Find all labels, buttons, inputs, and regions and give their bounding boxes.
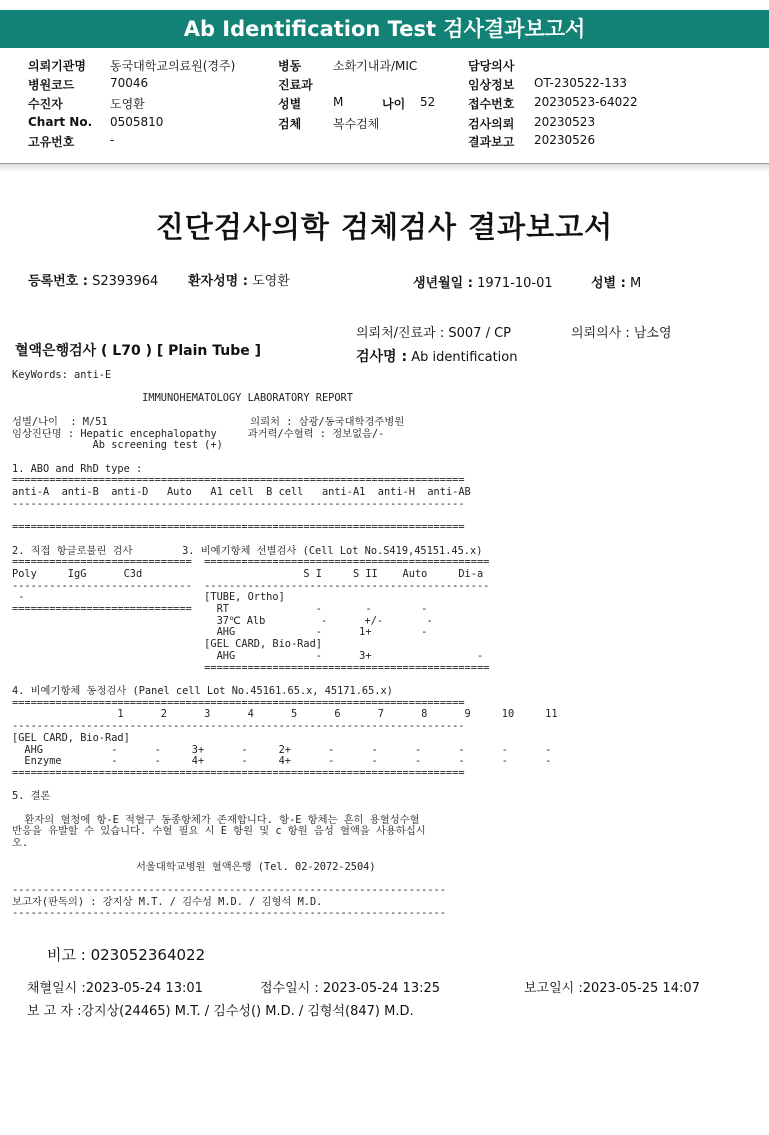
info-label: 검체 <box>278 117 302 131</box>
dept-info: 의뢰처/진료과 : S007 / CP <box>356 326 511 341</box>
result-text-line: ============================= RT - - - <box>12 603 428 616</box>
result-text-line: - [TUBE, Ortho] <box>12 591 285 604</box>
result-text-block <box>12 370 558 920</box>
exam-name-label: 검사명 : <box>356 349 408 365</box>
result-text-line: ========================================================================= <box>12 766 465 779</box>
info-label: 진료과 <box>278 78 313 92</box>
doctor-info: 의뢰의사 : 남소영 <box>571 326 672 341</box>
result-text-line <box>12 452 558 464</box>
result-text-line: Enzyme - - 4+ - 4+ - - - - - - <box>12 755 552 768</box>
info-value: 70046 <box>110 76 149 90</box>
patient-name-label: 환자성명 : <box>188 274 248 289</box>
result-text-line: ============================================== <box>12 661 490 674</box>
reported-datetime: 보고일시 :2023-05-25 14:07 <box>524 981 700 996</box>
info-value: 동국대학교의료원(경주) <box>110 59 236 73</box>
info-label: 병원코드 <box>28 78 75 92</box>
info-value: M <box>333 95 344 109</box>
result-text-line: ========================================================================= <box>12 474 465 487</box>
exam-name-value: Ab identification <box>411 350 518 365</box>
info-value: - <box>110 133 115 147</box>
result-text-line: AHG - - 3+ - 2+ - - - - - - <box>12 743 552 756</box>
result-text-line: [GEL CARD, Bio-Rad] <box>12 731 130 744</box>
result-text-line: Ab screening test (+) <box>12 439 223 452</box>
divider-shadow <box>0 164 769 172</box>
result-text-line: [GEL CARD, Bio-Rad] <box>12 638 322 651</box>
result-text-line: AHG - 3+ - <box>12 649 484 662</box>
result-text-line: 1. ABO and RhD type : <box>12 462 143 475</box>
reporter-label: 보 고 자 : <box>27 1004 82 1019</box>
exam-group: 혈액은행검사 ( L70 ) [ Plain Tube ] <box>15 343 262 359</box>
report-header-bar <box>0 10 769 48</box>
result-text-line <box>12 850 558 862</box>
report-header-title: Ab Identification Test 검사결과보고서 <box>183 17 586 41</box>
info-label: 접수번호 <box>468 97 515 111</box>
info-value: 소화기내과/MIC <box>333 59 418 73</box>
info-label: 의뢰기관명 <box>28 59 86 73</box>
result-text-line: anti-A anti-B anti-D Auto A1 cell B cell anti-A1 anti-H anti-AB <box>12 486 471 499</box>
result-text-line: 2. 직접 항글로불린 검사 3. 비예기항체 선별검사 (Cell Lot No.S419,45151.45.x) <box>12 544 483 557</box>
info-value: 52 <box>420 95 436 109</box>
result-text-line: 임상진단명 : Hepatic encephalopathy 과거력/수혈력 : 정보없음/- <box>12 427 385 440</box>
info-label: 나이 <box>382 97 406 111</box>
result-text-line: KeyWords: anti-E <box>12 369 112 381</box>
info-label: 검사의뢰 <box>468 117 515 131</box>
info-label: 수진자 <box>28 97 63 111</box>
result-text-line: ----------------------------- ---------------------------------------------- <box>12 579 490 592</box>
result-text-line: 4. 비예기항체 동정검사 (Panel cell Lot No.45161.65.x, 45171.65.x) <box>12 684 393 697</box>
result-text-line: 반응을 유발할 수 있습니다. 수혈 필요 시 E 항원 및 c 항원 음성 혈액을 사용하십시 <box>12 825 426 838</box>
result-text-line: 환자의 혈청에 항-E 적혈구 동종항체가 존재합니다. 항-E 항체는 흔히 용혈성수혈 <box>12 813 420 826</box>
result-text-line: ============================= ============================================== <box>12 556 490 569</box>
result-text-line: 오. <box>12 837 29 850</box>
info-value: 0505810 <box>110 115 164 129</box>
collected-datetime: 채혈일시 :2023-05-24 13:01 <box>27 981 203 996</box>
result-text-line: AHG - 1+ - <box>12 626 428 639</box>
result-text-line: ------------------------------------------------------------------------- <box>12 497 465 510</box>
info-label: 결과보고 <box>468 135 515 149</box>
info-value: 20230523 <box>534 115 596 129</box>
result-text-line: 37℃ Alb - +/- - <box>12 614 433 627</box>
dob-value: 1971-10-01 <box>477 276 553 291</box>
result-text-line: ========================================================================= <box>12 521 465 534</box>
result-text-line: 서울대학교병원 혈액은행 (Tel. 02-2072-2504) <box>12 860 376 873</box>
result-text-line: ---------------------------------------------------------------------- <box>12 907 446 920</box>
info-value: OT-230522-133 <box>534 76 628 90</box>
info-value: 도영환 <box>110 97 145 111</box>
document-title: 진단검사의학 검체검사 결과보고서 <box>155 210 614 244</box>
remark-label: 비고 : <box>47 946 86 964</box>
received-datetime: 접수일시 : 2023-05-24 13:25 <box>260 981 441 996</box>
info-value: 20230523-64022 <box>534 95 638 109</box>
result-text-line: Poly IgG C3d S I S II Auto Di-a <box>12 567 484 580</box>
info-label: 성별 <box>278 97 302 111</box>
result-text-line: ========================================================================= <box>12 696 465 709</box>
dob-label: 생년월일 : <box>413 276 473 291</box>
reporter-value: 강지상(24465) M.T. / 김수성() M.D. / 김형석(847) M.D. <box>81 1004 414 1019</box>
info-label: 병동 <box>278 59 302 73</box>
result-text-line <box>12 534 558 546</box>
info-value: 복수검체 <box>333 117 380 131</box>
reg-number-label: 등록번호 : <box>28 274 88 289</box>
remark-value: 023052364022 <box>90 946 206 964</box>
result-text-line: 1 2 3 4 5 6 7 8 9 10 11 <box>12 708 558 721</box>
info-label: 담당의사 <box>468 59 515 73</box>
result-text-line: 성별/나이 : M/51 의뢰처 : 삼광/동국대학경주병원 <box>12 415 405 428</box>
info-label: Chart No. <box>28 115 93 129</box>
result-text-line <box>12 780 558 792</box>
info-value: 20230526 <box>534 133 596 147</box>
result-text-line: IMMUNOHEMATOLOGY LABORATORY REPORT <box>12 392 353 405</box>
sex-label: 성별 : <box>591 276 626 291</box>
result-text-line: ---------------------------------------------------------------------- <box>12 883 446 896</box>
info-label: 임상정보 <box>468 78 515 92</box>
result-text-line <box>12 803 558 815</box>
result-text-line: ------------------------------------------------------------------------- <box>12 720 465 733</box>
result-text-line: 보고자(판독의) : 강지상 M.T. / 김수성 M.D. / 김형석 M.D. <box>12 895 323 908</box>
patient-name-value: 도영환 <box>252 274 290 289</box>
reg-number-value: S2393964 <box>92 274 159 289</box>
sex-value: M <box>629 276 642 291</box>
result-text-line: 5. 결론 <box>12 790 51 803</box>
info-label: 고유번호 <box>28 135 75 149</box>
